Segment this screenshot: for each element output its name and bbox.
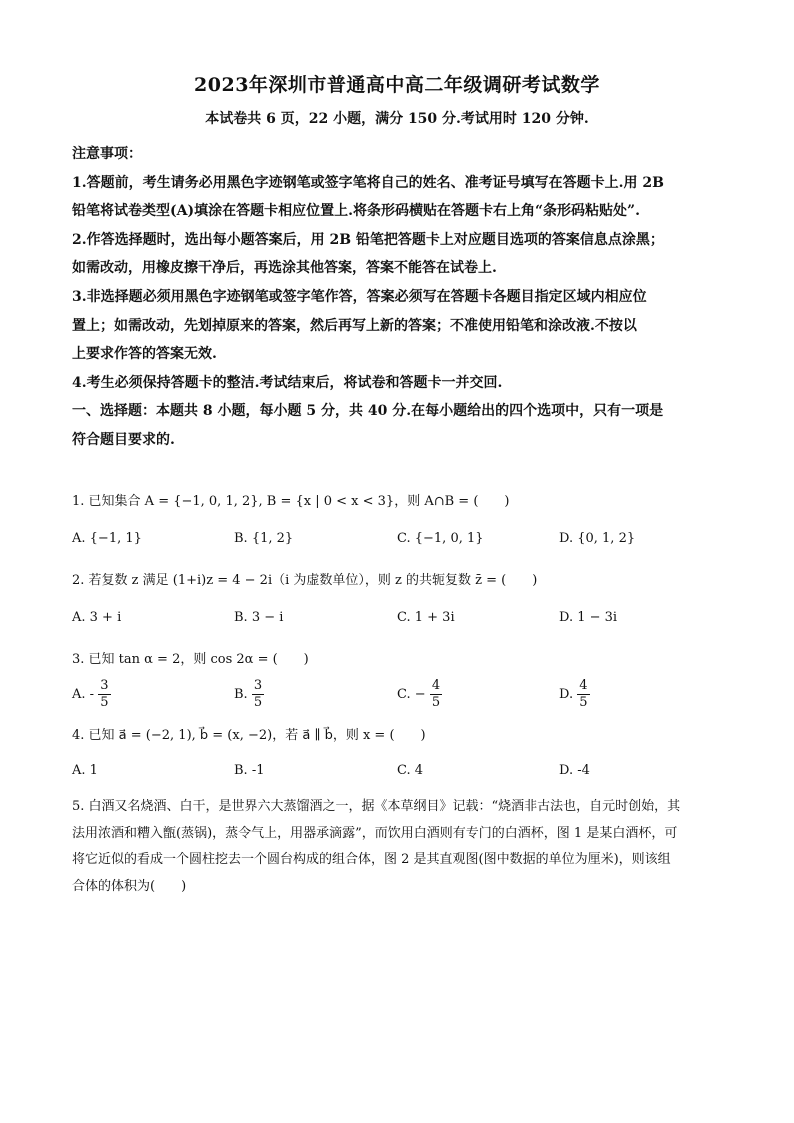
denominator: 5 (253, 695, 263, 710)
option-b: B. -1 (234, 763, 265, 778)
option-label: D. (559, 687, 574, 702)
option-label: A. (72, 687, 86, 702)
instruction-line: 如需改动，用橡皮擦干净后，再选涂其他答案，答案不能答在试卷上. (72, 260, 497, 277)
fraction (252, 678, 264, 711)
instruction-line: 4.考生必须保持答题卡的整洁.考试结束后，将试卷和答题卡一并交回. (72, 374, 503, 391)
option-a: A. 3 + i (72, 610, 122, 625)
option-label: C. (397, 687, 411, 702)
denominator: 5 (431, 695, 441, 710)
question-5-line: 5. 白酒又名烧酒、白干，是世界六大蒸馏酒之一，据《本草纲目》记载：“烧酒非古法也，自元时创始，其 (72, 799, 681, 814)
instruction-line: 2.作答选择题时，选出每小题答案后，用 2B 铅笔把答题卡上对应题目选项的答案信息点涂黑； (72, 231, 664, 248)
question-4-stem: 4. 已知 a⃗ = (−2, 1), b⃗ = (x, −2)，若 a⃗ ∥ b⃗，则 x = ( ) (72, 728, 426, 743)
instruction-line: 3.非选择题必须用黑色字迹钢笔或签字笔作答，答案必须写在答题卡各题目指定区域内相应位 (72, 288, 647, 305)
instruction-line: 置上；如需改动，先划掉原来的答案，然后再写上新的答案；不准使用铅笔和涂改液.不按以 (72, 317, 637, 334)
option-b (234, 678, 264, 711)
question-3-stem: 3. 已知 tan α = 2，则 cos 2α = ( ) (72, 652, 309, 667)
exam-instructions (72, 140, 732, 455)
option-d: D. 1 − 3i (559, 610, 618, 625)
option-a: A. {−1, 1} (72, 531, 142, 546)
question-5-line: 将它近似的看成一个圆柱挖去一个圆台构成的组合体，图 2 是其直观图(图中数据的单位为厘米)，则该组 (72, 852, 671, 867)
question-2-stem: 2. 若复数 z 满足 (1+i)z = 4 − 2i（i 为虚数单位），则 z 的共轭复数 z̄ = ( ) (72, 573, 538, 588)
numerator: 3 (100, 678, 109, 693)
instructions-heading: 注意事项： (72, 146, 142, 162)
option-c: C. 1 + 3i (397, 610, 455, 625)
instruction-line: 上要求作答的答案无效. (72, 346, 217, 363)
question-3-options (72, 678, 732, 714)
exam-title: 2023年深圳市普通高中高二年级调研考试数学 (194, 74, 600, 96)
instruction-line: 铅笔将试卷类型(A)填涂在答题卡相应位置上.将条形码横贴在答题卡右上角“条形码粘贴处”. (72, 203, 640, 220)
question-2-options (72, 610, 732, 632)
option-d: D. -4 (559, 763, 590, 778)
fraction (577, 678, 589, 711)
option-d: D. {0, 1, 2} (559, 531, 636, 546)
option-b: B. {1, 2} (234, 531, 294, 546)
question-1-options (72, 531, 732, 553)
option-b: B. 3 − i (234, 610, 284, 625)
numerator: 4 (431, 678, 441, 693)
option-c (397, 678, 442, 711)
option-label: B. (234, 687, 248, 702)
question-5-line: 法用浓酒和糟入甑(蒸锅)，蒸令气上，用器承滴露”，而饮用白酒则有专门的白酒杯，图 1 是某白酒杯，可 (72, 825, 678, 841)
section-heading: 符合题目要求的. (72, 431, 175, 448)
option-sign: - (89, 687, 95, 702)
denominator: 5 (100, 695, 109, 710)
section-heading: 一、选择题：本题共 8 小题，每小题 5 分，共 40 分.在每小题给出的四个选项中，只有一项是 (72, 403, 664, 420)
option-c: C. 4 (397, 763, 424, 778)
numerator: 3 (253, 678, 263, 693)
question-5-stem (72, 794, 732, 900)
fraction (98, 678, 110, 711)
exam-subtitle: 本试卷共 6 页，22 小题，满分 150 分.考试用时 120 分钟. (205, 111, 589, 127)
question-4-options (72, 763, 732, 785)
fraction (430, 678, 442, 711)
option-a: A. 1 (72, 763, 98, 778)
option-c: C. {−1, 0, 1} (397, 531, 484, 546)
option-a (72, 678, 111, 711)
question-5-line: 合体的体积为( ) (72, 878, 187, 894)
numerator: 4 (579, 678, 588, 693)
option-sign: − (414, 687, 426, 702)
question-1-stem: 1. 已知集合 A = {−1, 0, 1, 2}, B = {x | 0 < x < 3}，则 A∩B = ( ) (72, 494, 510, 509)
denominator: 5 (579, 695, 588, 710)
option-d (559, 678, 590, 711)
instruction-line: 1.答题前，考生请务必用黑色字迹钢笔或签字笔将自己的姓名、准考证号填写在答题卡上.用 2B (72, 174, 664, 191)
